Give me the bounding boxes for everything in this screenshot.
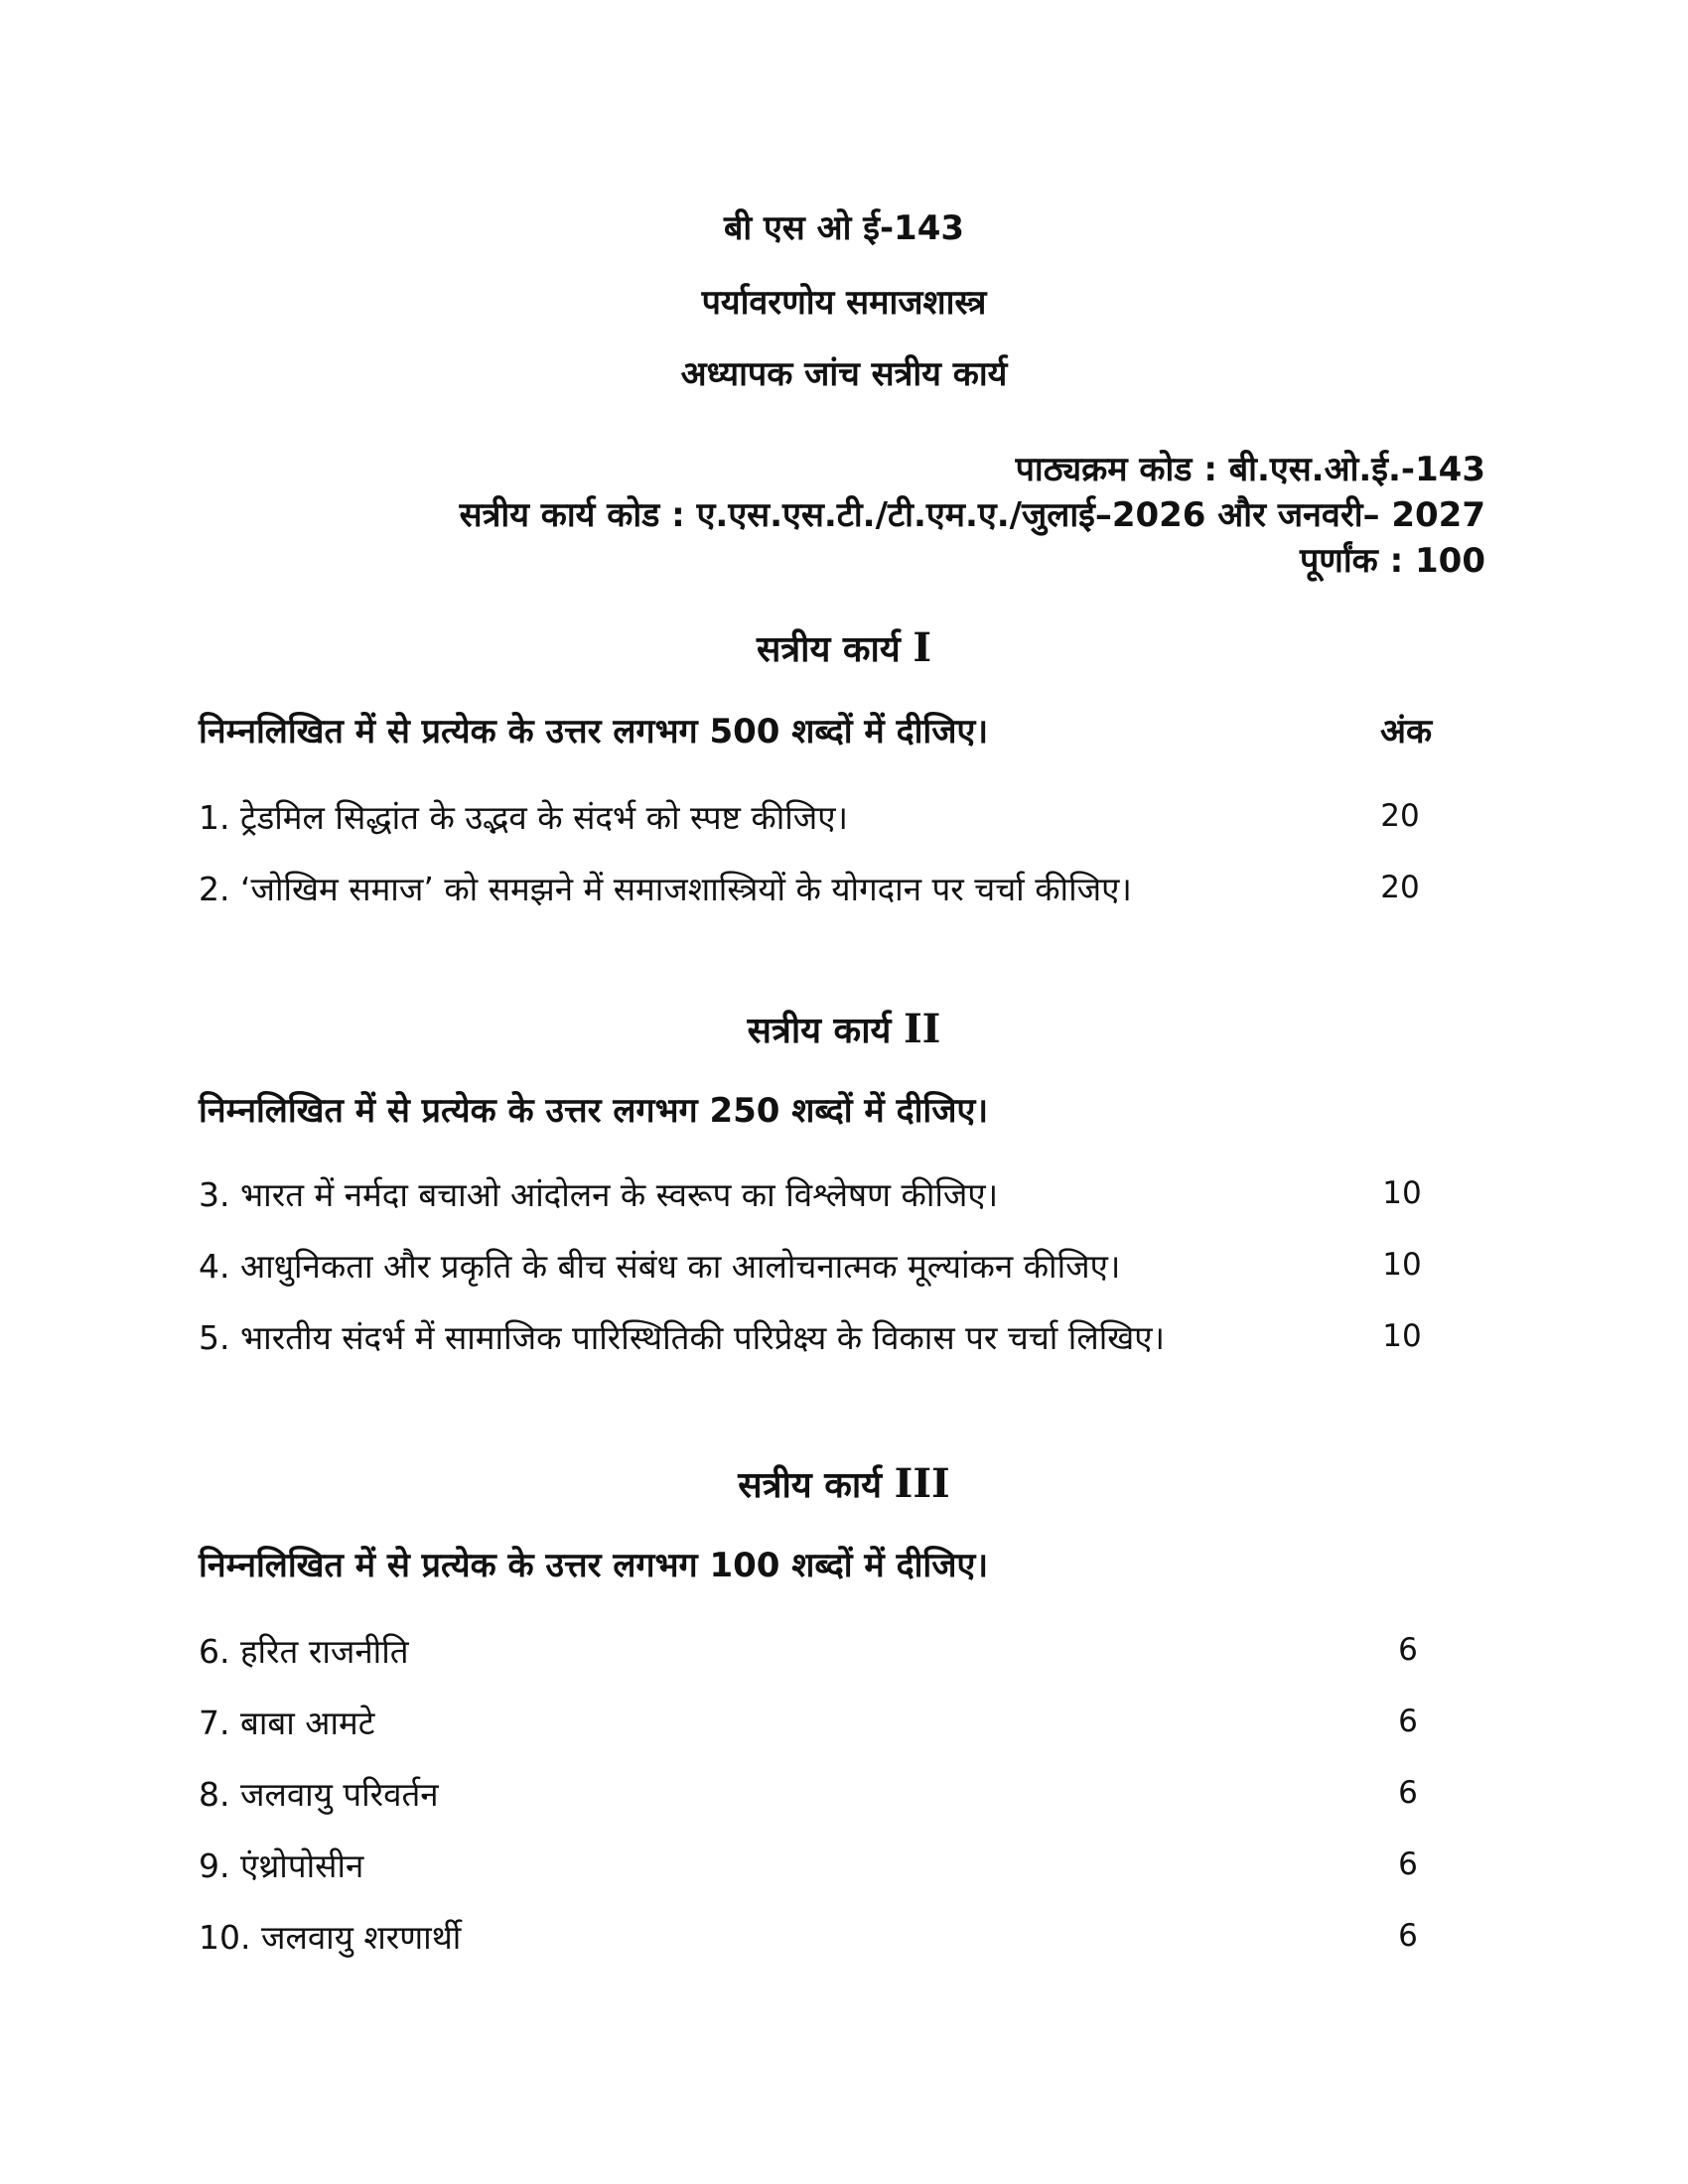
question-8-marks: 6 [1398, 1775, 1418, 1811]
course-line: बी एस ओ ई-143 [723, 208, 965, 248]
marks-column-label: अंक [1380, 712, 1433, 751]
course-title: पर्यावरणोय समाजशास्त्र [701, 283, 987, 323]
question-8: 8. जलवायु परिवर्तन [199, 1775, 439, 1814]
question-4-marks: 10 [1382, 1247, 1422, 1283]
question-9-marks: 6 [1398, 1846, 1418, 1882]
question-2-marks: 20 [1380, 870, 1420, 905]
question-2: 2. ‘जोखिम समाज’ को समझने में समाजशास्त्रियों के योगदान पर चर्चा कीजिए। [199, 870, 1132, 908]
question-5-marks: 10 [1382, 1318, 1422, 1354]
question-7-marks: 6 [1398, 1704, 1418, 1739]
question-7: 7. बाबा आमटे [199, 1704, 375, 1742]
section-1-heading [0, 623, 1688, 672]
section-1-instruction: निम्नलिखित में से प्रत्येक के उत्तर लगभग 500 शब्दों में दीजिए। [199, 712, 989, 751]
section-2-heading [0, 1005, 1688, 1053]
section-3-instruction: निम्नलिखित में से प्रत्येक के उत्तर लगभग 100 शब्दों में दीजिए। [199, 1546, 989, 1585]
question-1: 1. ट्रेडमिल सिद्धांत के उद्भव के संदर्भ को स्पष्ट कीजिए। [199, 798, 849, 837]
assignment-title: अध्यापक जांच सत्रीय कार्य [680, 354, 1008, 394]
question-1-marks: 20 [1380, 798, 1420, 834]
section-2-instruction: निम्नलिखित में से प्रत्येक के उत्तर लगभग 250 शब्दों में दीजिए। [199, 1091, 989, 1131]
question-10: 10. जलवायु शरणार्थी [199, 1918, 462, 1957]
question-3-marks: 10 [1382, 1175, 1422, 1211]
question-6: 6. हरित राजनीति [199, 1632, 409, 1671]
section-heading-text: सत्रीय कार्य [747, 1011, 892, 1051]
section-heading-roman: II [903, 1006, 941, 1052]
question-4: 4. आधुनिकता और प्रकृति के बीच संबंध का आलोचनात्मक मूल्यांकन कीजिए। [199, 1247, 1121, 1286]
question-3: 3. भारत में नर्मदा बचाओ आंदोलन के स्वरूप का विश्लेषण कीजिए। [199, 1175, 999, 1214]
course-code: पाठ्यक्रम कोड : बी.एस.ओ.ई.-143 [1015, 450, 1485, 489]
assignment-code: सत्रीय कार्य कोड : ए.एस.एस.टी./टी.एम.ए./जुलाई–2026 और जनवरी– 2027 [459, 495, 1485, 535]
max-marks: पूर्णांक : 100 [1299, 541, 1485, 581]
question-6-marks: 6 [1398, 1632, 1418, 1668]
section-heading-roman: III [894, 1460, 950, 1507]
section-heading-roman: I [913, 624, 932, 671]
section-3-heading [0, 1459, 1688, 1508]
section-heading-text: सत्रीय कार्य [738, 1465, 883, 1506]
question-5: 5. भारतीय संदर्भ में सामाजिक पारिस्थितिकी परिप्रेक्ष्य के विकास पर चर्चा लिखिए। [199, 1318, 1166, 1357]
question-9: 9. एंथ्रोपोसीन [199, 1846, 364, 1885]
question-10-marks: 6 [1398, 1918, 1418, 1954]
section-heading-text: सत्रीय कार्य [756, 629, 901, 670]
